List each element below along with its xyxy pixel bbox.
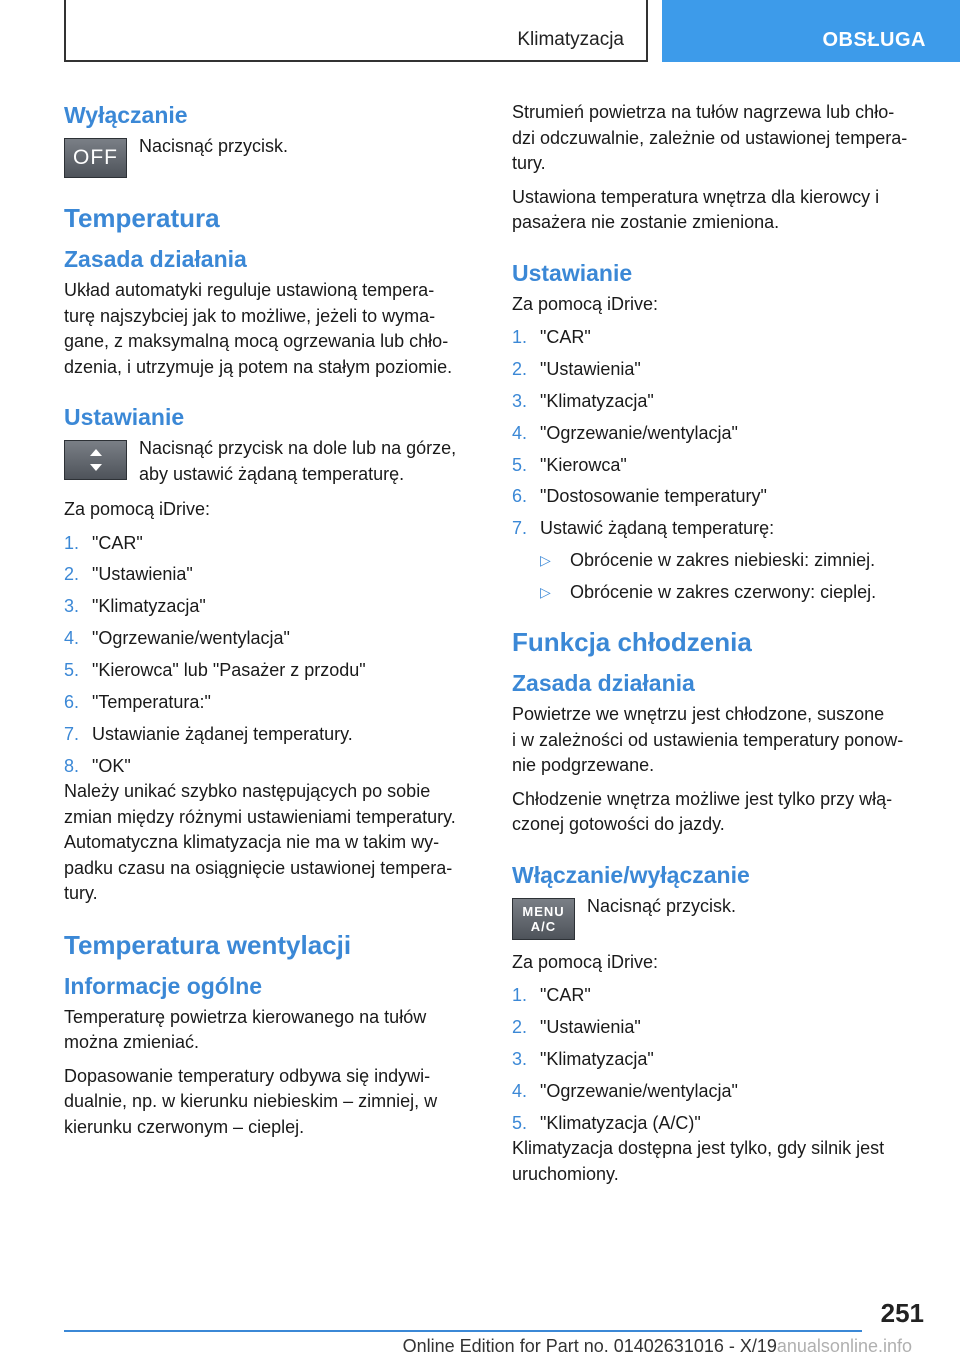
- section-title: Klimatyzacja: [517, 29, 624, 50]
- right-setting-heading: Ustawianie: [512, 259, 633, 286]
- idrive-intro: Za pomocą iDrive:: [64, 499, 211, 519]
- right-idrive-intro: Za pomocą iDrive:: [512, 293, 659, 314]
- menu-ac-row: [512, 894, 932, 940]
- cooling-heading: Funkcja chłodzenia: [512, 627, 752, 658]
- list-item: 7. Ustawianie żądanej temperatury.: [64, 723, 353, 744]
- list-item: 3. "Klimatyzacja": [512, 1048, 654, 1069]
- chapter-tab: [662, 0, 960, 62]
- menu-ac-text: Nacisnąć przycisk.: [587, 895, 737, 916]
- info-p2: Dopasowanie temperatury odbywa się indywi- dualnie, np. w kierunku niebieskim – zimniej, w kierunku czerwonym – cieplej.: [64, 1065, 438, 1137]
- cooling-p2: Chłodzenie wnętrza możliwe jest tylko przy włą- czonej gotowości do jazdy.: [512, 788, 893, 835]
- updown-text: Nacisnąć przycisk na dole lub na górze, aby ustawić żądaną temperaturę.: [139, 438, 457, 484]
- list-item: 4. "Ogrzewanie/wentylacja": [64, 628, 290, 649]
- right-column: [512, 100, 932, 1195]
- left-steps: [64, 531, 484, 780]
- list-item: 1. "CAR": [512, 327, 591, 347]
- cooling-principle-heading: Zasada działania: [512, 670, 695, 697]
- list-item: 4. "Ogrzewanie/wentylacja": [512, 1080, 738, 1101]
- updown-row: [64, 436, 484, 487]
- list-item: 1. "CAR": [512, 985, 591, 1006]
- general-info-heading: Informacje ogólne: [64, 972, 263, 999]
- list-item: 4. "Ogrzewanie/wentylacja": [512, 422, 738, 443]
- list-item: 6. "Temperatura:": [64, 691, 211, 712]
- page-number: 251: [880, 1298, 924, 1328]
- info-p1: Temperaturę powietrza kierowanego na tułów można zmieniać.: [64, 1006, 427, 1053]
- list-item: 3. "Klimatyzacja": [512, 390, 654, 411]
- vent-temp-heading: Temperatura wentylacji: [64, 929, 352, 960]
- menu-ac-button-icon: MENU A/C: [512, 898, 575, 940]
- right-idrive-intro-2: Za pomocą iDrive:: [512, 951, 659, 972]
- note-text: Należy unikać szybko następujących po sobie zmian między różnymi ustawieniami temperatury. Automatyczna klimatyzacja nie ma w takim wy- padku czasu na osiągnięcie ustawionej tempera- tury.: [64, 781, 456, 904]
- up-arrow-icon: [90, 449, 102, 456]
- setting-heading: Ustawianie: [64, 404, 185, 430]
- chapter-tab-label: OBSŁUGA: [822, 29, 926, 51]
- list-item: ▷ Obrócenie w zakres czerwony: cieplej.: [540, 580, 932, 606]
- list-item: 2. "Ustawienia": [512, 1016, 641, 1037]
- triangle-bullet-icon: ▷: [540, 552, 551, 569]
- cooling-p1: Powietrze we wnętrzu jest chłodzone, suszone i w zależności od ustawienia temperatury ponow- nie podgrzewane.: [512, 704, 904, 776]
- list-item: 2. "Ustawienia": [64, 564, 193, 585]
- list-item: 5. "Klimatyzacja (A/C)": [512, 1112, 701, 1133]
- right-steps-2: [512, 983, 932, 1136]
- list-item: 1. "CAR": [64, 532, 143, 553]
- right-substeps: [512, 548, 932, 605]
- list-item: ▷ Obrócenie w zakres niebieski: zimniej.: [540, 548, 932, 574]
- list-item: 2. "Ustawienia": [512, 358, 641, 379]
- right-p1: Strumień powietrza na tułów nagrzewa lub chło- dzi odczuwalnie, zależnie od ustawionej tempera- tury.: [512, 102, 908, 173]
- temperature-heading: Temperatura: [64, 203, 220, 233]
- off-heading: Wyłączanie: [64, 102, 188, 128]
- list-item: 7. Ustawić żądaną temperaturę:: [512, 518, 775, 539]
- footer-edition: Online Edition for Part no. 01402631016 - X/19anualsonline.info: [402, 1336, 912, 1356]
- triangle-bullet-icon: ▷: [540, 584, 551, 601]
- list-item: 6. "Dostosowanie temperatury": [512, 486, 767, 507]
- list-item: 5. "Kierowca" lub "Pasażer z przodu": [64, 660, 366, 681]
- list-item: 3. "Klimatyzacja": [64, 596, 206, 617]
- off-button-icon: OFF: [64, 138, 127, 178]
- off-row: [64, 134, 484, 178]
- right-p2: Ustawiona temperatura wnętrza dla kierowcy i pasażera nie zostanie zmieniona.: [512, 186, 880, 232]
- onoff-heading: Włączanie/wyłączanie: [512, 861, 750, 888]
- up-down-button-icon: [64, 440, 127, 480]
- list-item: 5. "Kierowca": [512, 454, 627, 475]
- footer-rule: [64, 1330, 862, 1332]
- right-steps: [512, 325, 932, 542]
- left-column: [64, 100, 484, 1148]
- principle-heading: Zasada działania: [64, 246, 247, 272]
- list-item: 8. "OK": [64, 755, 131, 776]
- off-text: Nacisnąć przycisk.: [139, 136, 289, 156]
- header-box: [64, 0, 648, 62]
- down-arrow-icon: [90, 464, 102, 471]
- principle-text: Układ automatyki reguluje ustawioną tempera- turę najszybciej jak to możliwe, jeżeli to wyma- gane, z maksymalną mocą ogrzewania lub chło- dzenia, i utrzymuje ją potem na stałym poziomie.: [64, 280, 453, 377]
- final-text: Klimatyzacja dostępna jest tylko, gdy silnik jest uruchomiony.: [512, 1138, 885, 1184]
